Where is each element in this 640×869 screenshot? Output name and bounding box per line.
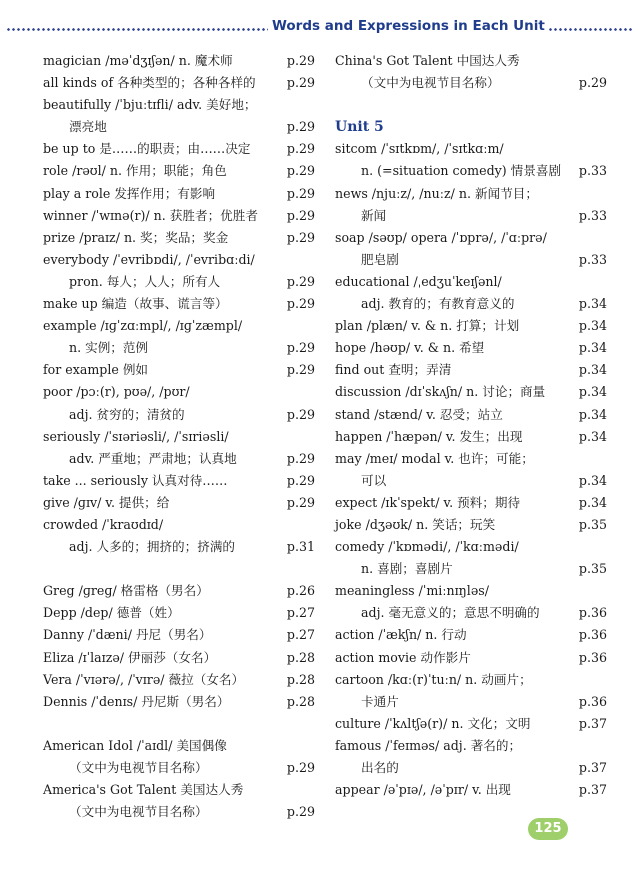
entry-page-ref: p.29 bbox=[286, 296, 315, 312]
entry-text: cartoon /kɑː(r)ˈtuːn/ n. 动画片； bbox=[335, 671, 532, 687]
entry-text: play a role 发挥作用；有影响 bbox=[43, 185, 216, 201]
glossary-entry bbox=[43, 470, 315, 492]
glossary-entry bbox=[43, 735, 315, 757]
glossary-entry bbox=[335, 779, 607, 801]
section-gap bbox=[43, 558, 315, 580]
glossary-entry bbox=[335, 580, 607, 602]
entry-text: poor /pɔː(r), pʊə/, /pʊr/ bbox=[43, 384, 190, 400]
entry-text: expect /ɪkˈspekt/ v. 预料；期待 bbox=[335, 494, 521, 510]
entry-text: may /meɪ/ modal v. 也许；可能； bbox=[335, 450, 534, 466]
entry-page-ref: p.33 bbox=[578, 251, 607, 267]
glossary-entry bbox=[43, 293, 315, 315]
entry-page-ref: p.34 bbox=[578, 428, 607, 444]
entry-text: hope /həʊp/ v. & n. 希望 bbox=[335, 340, 485, 356]
entry-text: adj. 毫无意义的；意思不明确的 bbox=[361, 605, 540, 621]
entry-page-ref: p.27 bbox=[286, 627, 315, 643]
glossary-entry bbox=[335, 514, 607, 536]
entry-text: 新闻 bbox=[361, 207, 387, 223]
entry-text: everybody /ˈevribɒdi/, /ˈevribɑːdi/ bbox=[43, 251, 255, 267]
entry-text: prize /praɪz/ n. 奖；奖品；奖金 bbox=[43, 229, 229, 245]
entry-text: happen /ˈhæpən/ v. 发生；出现 bbox=[335, 428, 523, 444]
entry-text: meaningless /ˈmiːnɪŋləs/ bbox=[335, 583, 489, 599]
entry-page-ref: p.29 bbox=[286, 207, 315, 223]
entry-page-ref: p.29 bbox=[286, 340, 315, 356]
glossary-entry bbox=[335, 227, 607, 249]
entry-text: all kinds of 各种类型的；各种各样的 bbox=[43, 75, 256, 91]
glossary-entry bbox=[43, 779, 315, 801]
entry-page-ref: p.34 bbox=[578, 340, 607, 356]
glossary-entry bbox=[335, 492, 607, 514]
entry-page-ref: p.34 bbox=[578, 362, 607, 378]
glossary-entry bbox=[43, 757, 315, 779]
entry-page-ref: p.26 bbox=[286, 583, 315, 599]
glossary-entry bbox=[335, 359, 607, 381]
entry-text: adj. 贫穷的；清贫的 bbox=[69, 406, 185, 422]
glossary-entry bbox=[335, 602, 607, 624]
entry-page-ref: p.29 bbox=[286, 185, 315, 201]
entry-text: American Idol /ˈaɪdl/ 美国偶像 bbox=[43, 737, 227, 753]
entry-page-ref: p.29 bbox=[286, 119, 315, 135]
right-column bbox=[335, 50, 607, 801]
entry-page-ref: p.28 bbox=[286, 693, 315, 709]
glossary-entry bbox=[43, 359, 315, 381]
entry-page-ref: p.31 bbox=[286, 539, 315, 555]
entry-page-ref: p.29 bbox=[578, 75, 607, 91]
entry-text: action /ˈækʃn/ n. 行动 bbox=[335, 627, 467, 643]
glossary-entry bbox=[43, 647, 315, 669]
entry-text: （文中为电视节目名称） bbox=[361, 75, 500, 91]
entry-text: soap /səʊp/ opera /ˈɒprə/, /ˈɑːprə/ bbox=[335, 229, 547, 245]
entry-page-ref: p.29 bbox=[286, 406, 315, 422]
entry-text: educational /ˌedʒuˈkeɪʃənl/ bbox=[335, 273, 502, 289]
glossary-entry bbox=[335, 624, 607, 646]
glossary-entry bbox=[43, 138, 315, 160]
entry-text: n. 喜剧；喜剧片 bbox=[361, 561, 453, 577]
glossary-entry bbox=[335, 160, 607, 182]
glossary-entry bbox=[335, 448, 607, 470]
entry-text: America's Got Talent 美国达人秀 bbox=[43, 782, 244, 798]
entry-text: 可以 bbox=[361, 472, 387, 488]
entry-text: Greg /ɡreɡ/ 格雷格（男名） bbox=[43, 583, 209, 599]
entry-text: 卡通片 bbox=[361, 693, 399, 709]
entry-page-ref: p.34 bbox=[578, 384, 607, 400]
entry-text: pron. 每人；人人；所有人 bbox=[69, 273, 221, 289]
glossary-entry bbox=[43, 227, 315, 249]
page-number-badge: 125 bbox=[528, 818, 568, 840]
glossary-entry bbox=[43, 381, 315, 403]
glossary-entry bbox=[335, 426, 607, 448]
glossary-entry bbox=[335, 558, 607, 580]
glossary-entry bbox=[335, 205, 607, 227]
glossary-entry bbox=[43, 205, 315, 227]
entry-page-ref: p.29 bbox=[286, 163, 315, 179]
entry-text: seriously /ˈsɪəriəsli/, /ˈsɪriəsli/ bbox=[43, 428, 229, 444]
glossary-entry bbox=[335, 271, 607, 293]
entry-page-ref: p.29 bbox=[286, 273, 315, 289]
entry-page-ref: p.37 bbox=[578, 760, 607, 775]
entry-page-ref: p.34 bbox=[578, 494, 607, 510]
entry-page-ref: p.36 bbox=[578, 627, 607, 643]
entry-page-ref: p.36 bbox=[578, 649, 607, 665]
glossary-entry bbox=[43, 669, 315, 691]
glossary-entry bbox=[335, 183, 607, 205]
glossary-entry bbox=[335, 138, 607, 160]
entry-page-ref: p.27 bbox=[286, 605, 315, 621]
glossary-entry bbox=[43, 50, 315, 72]
entry-text: magician /məˈdʒɪʃən/ n. 魔术师 bbox=[43, 53, 233, 68]
dotted-rule-right bbox=[548, 28, 634, 31]
entry-text: famous /ˈfeɪməs/ adj. 著名的； bbox=[335, 737, 522, 753]
glossary-entry bbox=[335, 50, 607, 72]
glossary-entry bbox=[335, 735, 607, 757]
glossary-entry bbox=[43, 514, 315, 536]
entry-text: Unit 5 bbox=[335, 119, 384, 136]
entry-text: comedy /ˈkɒmədi/, /ˈkɑːmədi/ bbox=[335, 539, 519, 555]
section-gap bbox=[43, 713, 315, 735]
entry-page-ref: p.34 bbox=[578, 296, 607, 312]
entry-text: （文中为电视节目名称） bbox=[69, 760, 208, 775]
entry-page-ref: p.35 bbox=[578, 516, 607, 532]
entry-text: 漂亮地 bbox=[69, 119, 107, 135]
entry-text: adj. 教育的；有教育意义的 bbox=[361, 296, 515, 312]
glossary-entry bbox=[43, 492, 315, 514]
glossary-entry bbox=[43, 426, 315, 448]
entry-text: for example 例如 bbox=[43, 362, 149, 378]
entry-text: n. 实例；范例 bbox=[69, 340, 149, 356]
entry-page-ref: p.36 bbox=[578, 693, 607, 709]
glossary-entry bbox=[43, 183, 315, 205]
entry-text: be up to 是……的职责；由……决定 bbox=[43, 141, 251, 157]
entry-text: find out 查明；弄清 bbox=[335, 362, 452, 378]
glossary-entry bbox=[335, 757, 607, 779]
glossary-entry bbox=[43, 94, 315, 116]
entry-page-ref: p.29 bbox=[286, 362, 315, 378]
glossary-entry bbox=[335, 470, 607, 492]
glossary-entry bbox=[335, 404, 607, 426]
entry-text: Danny /ˈdæni/ 丹尼（男名） bbox=[43, 627, 212, 643]
glossary-entry bbox=[43, 624, 315, 646]
entry-text: China's Got Talent 中国达人秀 bbox=[335, 53, 520, 68]
entry-text: adj. 人多的；拥挤的；挤满的 bbox=[69, 539, 236, 555]
section-gap bbox=[335, 94, 607, 116]
entry-page-ref: p.29 bbox=[286, 75, 315, 91]
page-title: Words and Expressions in Each Unit bbox=[272, 18, 545, 34]
left-column bbox=[43, 50, 315, 823]
glossary-entry bbox=[335, 713, 607, 735]
glossary-entry bbox=[43, 160, 315, 182]
entry-page-ref: p.28 bbox=[286, 671, 315, 687]
glossary-entry bbox=[335, 315, 607, 337]
entry-text: sitcom /ˈsɪtkɒm/, /ˈsɪtkɑːm/ bbox=[335, 141, 504, 157]
entry-text: n. (=situation comedy) 情景喜剧 bbox=[361, 163, 562, 179]
entry-text: discussion /dɪˈskʌʃn/ n. 讨论；商量 bbox=[335, 384, 546, 400]
entry-page-ref: p.29 bbox=[286, 804, 315, 820]
glossary-entry bbox=[335, 293, 607, 315]
entry-page-ref: p.37 bbox=[578, 782, 607, 798]
glossary-entry bbox=[335, 381, 607, 403]
glossary-entry bbox=[335, 536, 607, 558]
glossary-entry bbox=[43, 691, 315, 713]
glossary-entry bbox=[335, 337, 607, 359]
entry-page-ref: p.36 bbox=[578, 605, 607, 621]
glossary-entry bbox=[335, 72, 607, 94]
glossary-entry bbox=[43, 116, 315, 138]
glossary-entry bbox=[43, 448, 315, 470]
entry-text: winner /ˈwɪnə(r)/ n. 获胜者；优胜者 bbox=[43, 207, 258, 223]
entry-text: take ... seriously 认真对待…… bbox=[43, 472, 228, 488]
entry-page-ref: p.29 bbox=[286, 141, 315, 157]
glossary-entry bbox=[43, 580, 315, 602]
glossary-entry bbox=[43, 315, 315, 337]
entry-text: （文中为电视节目名称） bbox=[69, 804, 208, 820]
entry-text: crowded /ˈkraʊdɪd/ bbox=[43, 516, 164, 532]
entry-page-ref: p.35 bbox=[578, 561, 607, 577]
entry-page-ref: p.29 bbox=[286, 53, 315, 68]
glossary-entry bbox=[335, 669, 607, 691]
entry-page-ref: p.34 bbox=[578, 406, 607, 422]
entry-text: news /njuːz/, /nuːz/ n. 新闻节目； bbox=[335, 185, 538, 201]
entry-page-ref: p.34 bbox=[578, 472, 607, 488]
glossary-entry bbox=[335, 647, 607, 669]
entry-text: beautifully /ˈbjuːtɪfli/ adv. 美好地； bbox=[43, 97, 257, 113]
glossary-entry bbox=[43, 271, 315, 293]
entry-page-ref: p.33 bbox=[578, 207, 607, 223]
entry-text: Eliza /ɪˈlaɪzə/ 伊丽莎（女名） bbox=[43, 649, 217, 665]
entry-text: Vera /ˈvɪərə/, /ˈvɪrə/ 薇拉（女名） bbox=[43, 671, 245, 687]
entry-page-ref: p.29 bbox=[286, 472, 315, 488]
glossary-entry bbox=[43, 536, 315, 558]
entry-page-ref: p.28 bbox=[286, 649, 315, 665]
glossary-entry bbox=[43, 404, 315, 426]
entry-text: Dennis /ˈdenɪs/ 丹尼斯（男名） bbox=[43, 693, 230, 709]
glossary-entry bbox=[43, 602, 315, 624]
entry-text: culture /ˈkʌltʃə(r)/ n. 文化；文明 bbox=[335, 715, 531, 731]
entry-text: example /ɪɡˈzɑːmpl/, /ɪɡˈzæmpl/ bbox=[43, 318, 243, 334]
entry-text: joke /dʒəʊk/ n. 笑话；玩笑 bbox=[335, 516, 496, 532]
entry-text: action movie 动作影片 bbox=[335, 649, 471, 665]
unit-heading bbox=[335, 116, 607, 138]
glossary-entry bbox=[43, 801, 315, 823]
entry-page-ref: p.37 bbox=[578, 715, 607, 731]
entry-text: Depp /dep/ 德普（姓） bbox=[43, 605, 180, 621]
entry-text: give /ɡɪv/ v. 提供；给 bbox=[43, 494, 170, 510]
entry-page-ref: p.29 bbox=[286, 760, 315, 775]
entry-text: role /rəʊl/ n. 作用；职能；角色 bbox=[43, 163, 227, 179]
entry-text: appear /əˈpɪə/, /əˈpɪr/ v. 出现 bbox=[335, 782, 511, 798]
entry-text: make up 编造（故事、谎言等） bbox=[43, 296, 228, 312]
entry-page-ref: p.29 bbox=[286, 450, 315, 466]
dotted-rule-left bbox=[6, 28, 268, 31]
entry-page-ref: p.33 bbox=[578, 163, 607, 179]
glossary-entry bbox=[43, 249, 315, 271]
glossary-entry bbox=[335, 691, 607, 713]
entry-page-ref: p.29 bbox=[286, 229, 315, 245]
entry-text: adv. 严重地；严肃地；认真地 bbox=[69, 450, 237, 466]
page-header bbox=[0, 14, 640, 42]
entry-text: 出名的 bbox=[361, 760, 399, 775]
entry-text: stand /stænd/ v. 忍受；站立 bbox=[335, 406, 503, 422]
entry-text: plan /plæn/ v. & n. 打算；计划 bbox=[335, 318, 520, 334]
glossary-entry bbox=[43, 337, 315, 359]
entry-page-ref: p.29 bbox=[286, 494, 315, 510]
entry-text: 肥皂剧 bbox=[361, 251, 399, 267]
glossary-entry bbox=[335, 249, 607, 271]
glossary-entry bbox=[43, 72, 315, 94]
entry-page-ref: p.34 bbox=[578, 318, 607, 334]
